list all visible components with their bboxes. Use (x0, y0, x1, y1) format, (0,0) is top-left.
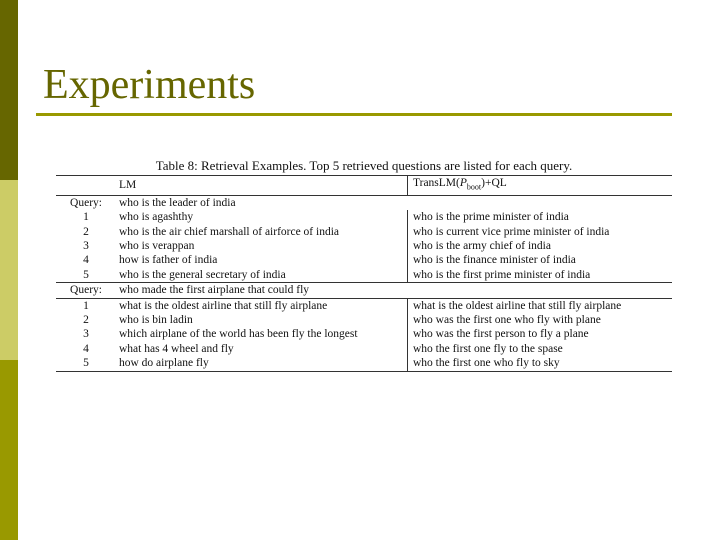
rank-cell: 4 (83, 254, 89, 267)
table-row (56, 225, 672, 239)
translm-result-cell: who is the prime minister of india (408, 210, 673, 224)
translm-result-cell: who is the first prime minister of india (408, 268, 673, 283)
results-table (56, 175, 672, 372)
table-row (56, 239, 672, 253)
rank-cell: 1 (83, 211, 89, 224)
translm-result-cell: who is the army chief of india (408, 239, 673, 253)
table-header-row (56, 176, 672, 196)
lm-result-cell: what has 4 wheel and fly (119, 342, 234, 355)
query-row (56, 283, 672, 298)
translm-result-cell: who the first one who fly to sky (408, 356, 673, 371)
lm-result-cell: how do airplane fly (116, 356, 408, 371)
query-text: who is the leader of india (116, 195, 672, 210)
lm-result-cell: who is the air chief marshall of airforce of india (119, 225, 340, 238)
translm-result-cell: who is the finance minister of india (408, 253, 673, 267)
translm-result-cell: what is the oldest airline that still fly airplane (408, 298, 673, 313)
table-row (56, 298, 672, 313)
lm-result-cell: who is agashthy (119, 211, 194, 224)
rank-cell: 1 (56, 298, 116, 313)
lm-result-cell: who is the general secretary of india (119, 268, 286, 281)
query-text: who made the first airplane that could fly (116, 283, 672, 298)
table-row (56, 342, 672, 356)
table-row (56, 268, 672, 283)
query-label: Query: (56, 283, 116, 298)
query-label: Query: (56, 195, 116, 210)
rank-cell: 2 (83, 225, 89, 238)
sidebar-accent-dark (0, 0, 18, 180)
header-lm: LM (116, 176, 408, 196)
title-underline (36, 113, 672, 116)
rank-cell: 5 (56, 356, 116, 371)
retrieval-examples-table (56, 158, 672, 372)
table-caption: Table 8: Retrieval Examples. Top 5 retrieved questions are listed for each query. (155, 158, 573, 173)
sidebar-accent-light (0, 180, 18, 360)
rank-cell: 3 (83, 239, 89, 252)
translm-result-cell: who the first one fly to the spase (408, 342, 673, 356)
translm-result-cell: who was the first person to fly a plane (408, 327, 673, 341)
header-translm: $TransLM(P_{boot})+QL$ (408, 176, 673, 196)
table-row (56, 327, 672, 341)
rank-cell: 4 (83, 342, 89, 355)
lm-result-cell: what is the oldest airline that still fly airplane (116, 298, 408, 313)
table-row (56, 210, 672, 224)
lm-result-cell: how is father of india (119, 254, 218, 267)
rank-cell: 3 (83, 328, 89, 341)
lm-result-cell: who is bin ladin (119, 313, 193, 326)
translm-result-cell: who is current vice prime minister of india (408, 225, 673, 239)
rank-cell: 5 (83, 268, 89, 281)
sidebar-accent-olive (0, 360, 18, 540)
lm-result-cell: who is verappan (119, 239, 195, 252)
query-row (56, 195, 672, 210)
table-row (56, 253, 672, 267)
rank-cell: 2 (83, 313, 89, 326)
translm-result-cell: who was the first one who fly with plane (408, 313, 673, 327)
table-row (56, 356, 672, 371)
header-label-cell (56, 176, 116, 196)
slide-title: Experiments (43, 62, 256, 108)
table-row (56, 313, 672, 327)
lm-result-cell: which airplane of the world has been fly the longest (119, 328, 358, 341)
